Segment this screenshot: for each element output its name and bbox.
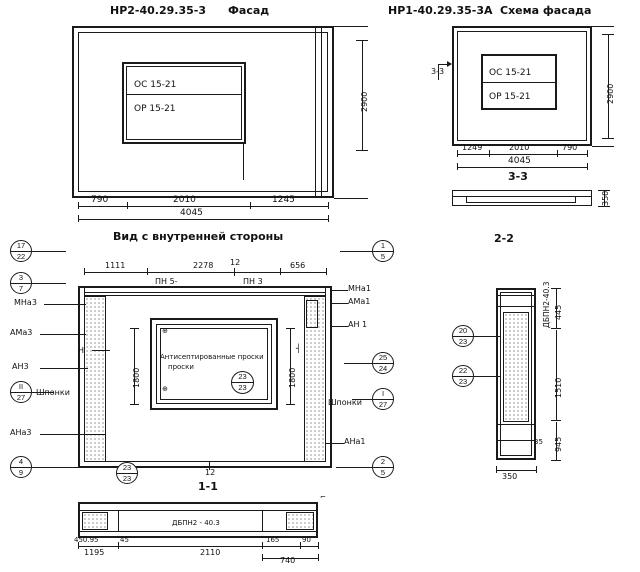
section-2-2-dim-1510-tick	[551, 420, 561, 421]
facade-left-edge-line	[315, 26, 316, 198]
leader-1-5	[340, 251, 372, 252]
mark-ama3: АМа3	[10, 328, 33, 337]
facade-left-dim-total: 4045	[180, 208, 203, 218]
balloon-22-23-bottom: 23	[458, 376, 468, 386]
section-1-1-dim-740-tick-1	[318, 554, 319, 561]
balloon-center-top: 23	[238, 372, 247, 381]
section-1-1-div-1	[118, 510, 119, 531]
leader-2-5	[336, 467, 372, 468]
facade-right-total-tick-1	[587, 163, 588, 170]
inner-view-section-mark-line	[234, 268, 235, 276]
balloon-center-23-23	[231, 371, 254, 394]
facade-left-dim-790: 790	[91, 195, 109, 205]
mark-an1: АН 1	[348, 320, 368, 329]
facade-left-tick-0	[78, 202, 79, 209]
inner-view-dim-2278: 2278	[193, 261, 214, 270]
facade-right-dim-chain	[457, 154, 587, 155]
balloon-II-27-top: II	[18, 381, 24, 391]
inner-view-left-dim-line	[134, 328, 135, 404]
section-2-2-line-2	[496, 424, 536, 425]
section-2-2-dim-945: 945	[554, 436, 563, 452]
leader-mha1	[332, 290, 348, 291]
inner-view-top-tick-3	[326, 268, 327, 275]
facade-right-dim-1249: 1249	[462, 143, 483, 152]
inner-view-left-dim-tick-bottom	[130, 404, 139, 405]
facade-right-dim-790: 790	[562, 143, 578, 152]
leader-ana1	[326, 443, 344, 444]
inner-view-right-dim-line	[290, 328, 291, 404]
balloon-4-9-bottom: 9	[18, 467, 24, 477]
balloon-2-5	[372, 456, 394, 478]
section-2-2-bottom-tick-1	[536, 466, 537, 473]
section-2-2-bottom-dim-line	[496, 470, 536, 471]
section-1-1-dim-line	[78, 546, 318, 547]
balloon-23-23-bl-bottom: 23	[122, 473, 132, 483]
balloon-I-27-top: I	[381, 388, 385, 398]
facade-right-ext-bottom	[592, 146, 614, 147]
balloon-17-22-top: 17	[16, 240, 26, 250]
inner-view-right-dim-tick-bottom	[286, 404, 295, 405]
inner-view-title: Вид с внутренней стороны	[113, 230, 284, 243]
facade-right-window-label-1: ОС 15-21	[489, 68, 532, 78]
leader-3-7	[32, 283, 66, 284]
balloon-23-23-bottom-left	[116, 462, 138, 484]
leader-17-22	[32, 251, 66, 252]
balloon-center-bottom: 23	[238, 383, 247, 392]
section-3-3-title: 3-3	[508, 170, 528, 183]
balloon-1-5-top: 1	[380, 240, 386, 250]
leader-4-9	[32, 467, 84, 468]
section-1-1-title: 1-1	[198, 480, 218, 493]
section-1-1-dim-1195: 1195	[84, 548, 105, 557]
section-2-2-core	[503, 312, 529, 422]
section-1-1-dim-740-tick-0	[262, 554, 263, 561]
facade-left-window-divider	[126, 94, 242, 95]
balloon-I-27	[372, 388, 394, 410]
inner-view-cut-h-left: Н	[78, 346, 85, 355]
inner-view-dim-1800-left: 1800	[132, 367, 141, 388]
section-2-2-line-1	[496, 306, 536, 307]
section-2-2-dim-445: 445	[554, 304, 563, 320]
inner-view-note-2: проски	[168, 363, 194, 371]
facade-right-tick-1	[489, 150, 490, 157]
facade-right-window-label-2: ОР 15-21	[489, 92, 531, 102]
facade-right-window-divider	[481, 82, 557, 83]
mark-an3: АН3	[12, 362, 29, 371]
inner-view-top-tick-2	[280, 268, 281, 275]
facade-right-height-dim: 2900	[606, 83, 615, 104]
section-3-3-inner	[466, 196, 576, 203]
leader-25-24	[344, 363, 372, 364]
leader-I-27	[352, 399, 372, 400]
facade-left-tick-1	[127, 202, 128, 209]
section-2-2-dim-350: 350	[502, 472, 518, 481]
facade-left-window-label-1: ОС 15-21	[134, 80, 177, 90]
inner-view-left-column	[84, 296, 106, 462]
leader-22-23	[474, 376, 500, 377]
section-1-1-right-block	[286, 512, 314, 530]
section-1-1-div-2	[262, 510, 263, 531]
facade-left-dim-chain	[78, 206, 328, 207]
balloon-2-5-top: 2	[380, 456, 386, 466]
inner-view-top-dim-line	[84, 272, 326, 273]
facade-left-tick-2	[250, 202, 251, 209]
mark-mha3: МНа3	[14, 298, 37, 307]
inner-view-plate-label-1: ПН 5-	[155, 277, 178, 286]
section-2-2-note: ДБПН2-40.3	[542, 281, 551, 328]
inner-view-cut-mark-bottom-line	[209, 462, 210, 470]
facade-right-ext-top	[592, 26, 614, 27]
facade-right-tick-3	[587, 150, 588, 157]
facade-left-edge-line-2	[321, 26, 322, 198]
facade-left-height-tick-bottom	[356, 150, 368, 151]
facade-right-section-arrow-label: 3-3	[431, 67, 445, 76]
facade-left-window-label-2: ОР 15-21	[134, 104, 176, 114]
facade-right-tick-2	[557, 150, 558, 157]
section-1-1-line-bottom	[78, 531, 318, 532]
shponki-right-label: Шпонки	[328, 398, 362, 407]
balloon-4-9-top: 4	[18, 456, 24, 466]
leader-ana3	[40, 434, 106, 435]
section-1-1-line-top	[78, 510, 318, 511]
section-1-1-dim-45: 45	[120, 536, 129, 544]
inner-view-dim-1111: 1111	[105, 261, 126, 270]
section-2-2-dim-445-tick-top	[551, 288, 561, 289]
mark-ana3: АНа3	[10, 428, 32, 437]
leader-an3	[40, 368, 88, 369]
mark-ama1: АМа1	[348, 297, 371, 306]
balloon-4-9	[10, 456, 32, 478]
facade-left-ext-top	[334, 26, 368, 27]
facade-left-title: НР2-40.29.35-3	[110, 4, 206, 17]
facade-right-title: НР1-40.29.35-3A	[388, 4, 493, 17]
balloon-20-23-top: 20	[458, 325, 468, 335]
section-1-1-note: ДБПН2 - 40.3	[172, 519, 220, 527]
balloon-3-7	[10, 272, 32, 294]
facade-right-total-dim-line	[457, 167, 587, 168]
leader-20-23	[474, 336, 500, 337]
section-2-2-line-3	[496, 440, 536, 441]
section-1-1-dim-90: 90	[302, 536, 311, 544]
facade-left-window-inner	[126, 66, 242, 140]
inner-view-note: Антисептированные проски	[160, 353, 264, 361]
facade-right-dim-2010: 2010	[509, 143, 530, 152]
section-3-3-thickness: 350	[601, 190, 610, 206]
mark-ana1: АНа1	[344, 437, 366, 446]
inner-view-right-dim-tick-top	[286, 328, 295, 329]
inner-view-top-rib	[84, 286, 326, 296]
facade-right-height-tick-top	[602, 34, 614, 35]
balloon-3-7-top: 3	[18, 272, 24, 282]
section-1-1-tick-4	[318, 542, 319, 549]
balloon-20-23-bottom: 23	[458, 336, 468, 346]
balloon-II-27	[10, 381, 32, 403]
mark-mha1: МНа1	[348, 284, 371, 293]
section-1-1-dim-450: 450.95	[74, 536, 99, 544]
balloon-25-24-bottom: 24	[378, 363, 388, 373]
facade-right-height-tick-bottom	[602, 138, 614, 139]
facade-right-tick-0	[457, 150, 458, 157]
balloon-25-24-top: 25	[378, 352, 388, 362]
inner-view-right-pilaster	[306, 300, 318, 328]
facade-left-dim-1245: 1245	[272, 195, 295, 205]
leader-an1	[330, 326, 348, 327]
balloon-22-23-top: 22	[458, 365, 468, 375]
facade-right-view-label: Схема фасада	[500, 4, 592, 17]
facade-left-total-tick-1	[328, 215, 329, 222]
inner-view-top-tick-0	[84, 268, 85, 275]
inner-view-corner-mark-bl: ⊕	[162, 386, 168, 393]
balloon-22-23	[452, 365, 474, 387]
facade-left-tick-3	[328, 202, 329, 209]
facade-right-total-tick-0	[457, 163, 458, 170]
section-2-2-dim-445-tick-bottom	[551, 328, 561, 329]
leader-ama1	[332, 303, 348, 304]
section-3-3-dim-tick-bottom	[598, 206, 610, 207]
balloon-17-22	[10, 240, 32, 262]
facade-right-dim-total: 4045	[508, 156, 531, 166]
facade-right-section-arrow-head	[447, 61, 452, 67]
leader-II-27	[32, 392, 54, 393]
inner-view-plate-label-2: ПН 3	[243, 277, 263, 286]
facade-left-height-dim: 2900	[360, 91, 369, 112]
inner-view-dim-656: 656	[290, 261, 306, 270]
section-2-2-dim-1510: 1510	[554, 377, 563, 398]
inner-view-dim-1800-right: 1800	[288, 367, 297, 388]
inner-view-corner-mark-tl: ⊕	[162, 328, 168, 335]
facade-left-sill-line	[243, 144, 244, 180]
facade-left-height-tick-top	[356, 40, 368, 41]
section-1-1-tick-3	[300, 542, 301, 549]
section-1-1-left-block	[82, 512, 108, 530]
balloon-II-27-bottom: 27	[16, 392, 26, 402]
section-2-2-bottom-tick-0	[496, 466, 497, 473]
section-2-2-cap	[496, 288, 536, 296]
shponki-left-label: Шпонки	[36, 388, 70, 397]
balloon-3-7-bottom: 7	[18, 283, 24, 293]
facade-left-view-label: Фасад	[228, 4, 270, 17]
facade-left-total-dim-line	[78, 219, 328, 220]
balloon-1-5	[372, 240, 394, 262]
balloon-20-23	[452, 325, 474, 347]
facade-left-dim-2010: 2010	[173, 195, 196, 205]
section-1-1-tick-1	[118, 542, 119, 549]
balloon-2-5-bottom: 5	[380, 467, 386, 477]
facade-left-ext-bottom	[334, 198, 368, 199]
section-2-2-dim-1510-line	[556, 330, 557, 420]
inner-view-cut-h-right: ┤	[296, 344, 301, 353]
section-2-2-title: 2-2	[494, 232, 514, 245]
section-1-1-symbol: ⌐	[320, 493, 326, 501]
section-1-1-dim-2110: 2110	[200, 548, 221, 557]
section-2-2-dim-945-tick	[551, 460, 561, 461]
leader-ama3	[40, 334, 86, 335]
balloon-25-24	[372, 352, 394, 374]
section-2-2-dim-35: 35	[534, 438, 543, 446]
balloon-I-27-bottom: 27	[378, 399, 388, 409]
inner-view-section-mark-top: 12	[230, 258, 241, 267]
section-1-1-dim-165: 165	[266, 536, 280, 544]
section-1-1-tick-2	[262, 542, 263, 549]
leader-mid-left	[92, 350, 110, 351]
inner-view-cut-mark-bottom: 12	[205, 468, 216, 477]
inner-view-left-dim-tick-top	[130, 328, 139, 329]
balloon-23-23-bl-top: 23	[122, 462, 132, 472]
leader-mha3	[44, 304, 86, 305]
section-1-1-dim-740: 740	[280, 556, 296, 565]
facade-left-total-tick-0	[78, 215, 79, 222]
balloon-17-22-bottom: 22	[16, 251, 26, 261]
balloon-1-5-bottom: 5	[380, 251, 386, 261]
inner-view-top-tick-1	[147, 268, 148, 275]
